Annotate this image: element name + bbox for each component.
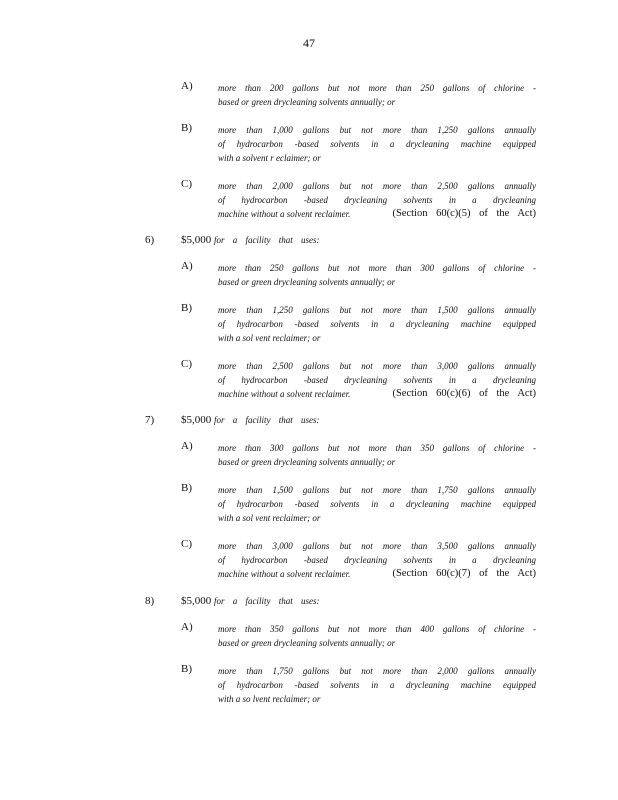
section-number: 8)	[145, 595, 155, 607]
item-text-line	[218, 388, 536, 400]
item-text: more than 3,000 gallons but not more than 3,500 gallons annually	[218, 541, 536, 551]
item-text-line	[218, 568, 536, 580]
item-text: more than 1,000 gallons but not more than 1,250 gallons annually	[218, 125, 536, 135]
item-text: with a sol vent reclaimer; or	[218, 513, 321, 523]
item-text-line	[218, 180, 536, 192]
item-text: machine without a solvent reclaimer.	[218, 569, 351, 579]
item-text-line	[218, 304, 536, 316]
item-text-line	[218, 512, 320, 524]
item-letter: A)	[181, 621, 193, 633]
item-text: of hydrocarbon -based drycleaning solvents in a drycleaning	[218, 375, 536, 385]
item-text: machine without a solvent reclaimer.	[218, 209, 351, 219]
item-text-line	[218, 208, 536, 220]
section-intro: for a facility that uses:	[214, 415, 320, 425]
item-text: of hydrocarbon -based solvents in a drycleaning machine equipped	[218, 499, 536, 509]
item-text: with a so lvent reclaimer; or	[218, 694, 321, 704]
statute-citation: (Section 60(c)(7) of the Act)	[392, 568, 536, 579]
item-text-line	[218, 194, 536, 206]
item-text-line	[218, 623, 536, 635]
section-number: 6)	[145, 234, 155, 246]
item-text-line	[218, 456, 395, 468]
item-letter: A)	[181, 440, 193, 452]
item-letter: A)	[181, 260, 193, 272]
item-text: with a solvent r eclaimer; or	[218, 153, 321, 163]
item-text-line	[218, 693, 320, 705]
item-text-line	[218, 360, 536, 372]
item-text-line	[218, 124, 536, 136]
item-text-line	[218, 554, 536, 566]
item-text: more than 350 gallons but not more than 400 gallons of chlorine -	[218, 624, 536, 634]
item-text: based or green drycleaning solvents annually; or	[218, 638, 396, 648]
item-text-line	[218, 374, 536, 386]
item-letter: B)	[181, 302, 192, 314]
statute-citation: (Section 60(c)(6) of the Act)	[392, 388, 536, 399]
item-text-line	[218, 665, 536, 677]
item-text-line	[218, 540, 536, 552]
item-text: more than 2,500 gallons but not more than 3,000 gallons annually	[218, 361, 536, 371]
item-text: of hydrocarbon -based solvents in a drycleaning machine equipped	[218, 680, 536, 690]
item-text: more than 1,500 gallons but not more than 1,750 gallons annually	[218, 485, 536, 495]
item-text-line	[218, 82, 536, 94]
item-text: more than 1,750 gallons but not more than 2,000 gallons annually	[218, 666, 536, 676]
section-number: 7)	[145, 414, 155, 426]
item-text-line	[218, 152, 321, 164]
page-number: 47	[303, 36, 315, 50]
item-text-line	[218, 262, 536, 274]
item-text: based or green drycleaning solvents annually; or	[218, 457, 396, 467]
item-text-line	[218, 96, 395, 108]
item-text-line	[218, 637, 395, 649]
fee-amount: $5,000	[181, 414, 212, 426]
fee-amount: $5,000	[181, 234, 212, 246]
item-text-line	[218, 276, 395, 288]
item-text: of hydrocarbon -based solvents in a drycleaning machine equipped	[218, 139, 536, 149]
item-text: more than 2,000 gallons but not more than 2,500 gallons annually	[218, 181, 536, 191]
item-text: more than 1,250 gallons but not more than 1,500 gallons annually	[218, 305, 536, 315]
item-letter: C)	[181, 178, 192, 190]
section-intro: for a facility that uses:	[214, 596, 320, 606]
item-letter: C)	[181, 538, 192, 550]
fee-amount: $5,000	[181, 595, 212, 607]
item-text-line	[218, 138, 536, 150]
item-text: more than 200 gallons but not more than 250 gallons of chlorine -	[218, 83, 536, 93]
item-text: with a sol vent reclaimer; or	[218, 333, 321, 343]
item-text: of hydrocarbon -based drycleaning solvents in a drycleaning	[218, 555, 536, 565]
item-text-line	[218, 332, 320, 344]
item-text-line	[218, 442, 536, 454]
item-letter: B)	[181, 663, 192, 675]
item-text: more than 250 gallons but not more than 300 gallons of chlorine -	[218, 263, 536, 273]
item-text: based or green drycleaning solvents annually; or	[218, 277, 396, 287]
item-text: of hydrocarbon -based drycleaning solvents in a drycleaning	[218, 195, 536, 205]
item-text-line	[218, 318, 536, 330]
item-text-line	[218, 498, 536, 510]
item-letter: B)	[181, 482, 192, 494]
item-letter: A)	[181, 80, 193, 92]
item-text: more than 300 gallons but not more than 350 gallons of chlorine -	[218, 443, 536, 453]
item-text: of hydrocarbon -based solvents in a drycleaning machine equipped	[218, 319, 536, 329]
item-letter: C)	[181, 358, 192, 370]
section-intro: for a facility that uses:	[214, 235, 320, 245]
item-text-line	[218, 484, 536, 496]
item-letter: B)	[181, 122, 192, 134]
statute-citation: (Section 60(c)(5) of the Act)	[392, 208, 536, 219]
item-text-line	[218, 679, 536, 691]
item-text: based or green drycleaning solvents annually; or	[218, 97, 396, 107]
item-text: machine without a solvent reclaimer.	[218, 389, 351, 399]
